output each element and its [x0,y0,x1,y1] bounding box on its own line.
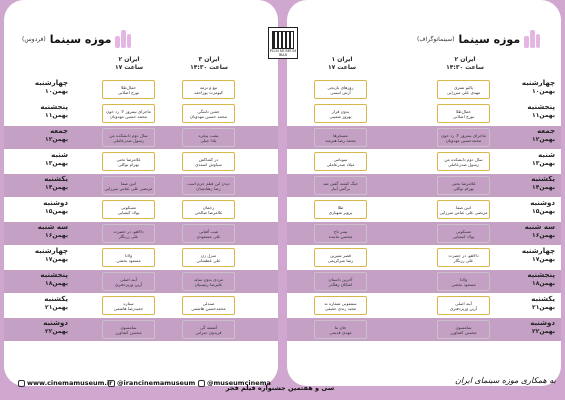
film-director: بهروز شعیبی [329,113,352,119]
film-title: دالاهو، در حضرت [113,228,144,234]
film-director: تورج اصلانی [452,113,475,119]
date: ۱۶بهمن [45,232,68,239]
film-title: جشن دلتنگی [197,108,220,114]
film-director: محسن کشاورز [115,329,142,335]
film-director: علیرضا رئیسیان [194,281,223,287]
left-col1-name: ایران ۳ [198,56,220,63]
date: ۱۵بهمن [532,208,555,215]
weekday: پنجشنبه [40,103,68,111]
date: ۱۲بهمن [532,136,555,143]
film-title: مردی بدون سایه [193,276,223,282]
film-title: مسخرها [333,132,348,138]
schedule-row [287,174,561,197]
film-cell[interactable] [102,296,155,315]
film-director: رسول صدرعاملی [448,161,479,167]
date: ۲۲بهمن [45,328,68,335]
date: ۱۷بهمن [45,256,68,263]
signature: به همکاری موزه سینمای ایران [455,376,556,385]
left-col2-time: ساعت ۱۷ [114,64,144,71]
film-director: غلامرضا صالحی [194,209,223,215]
film-cell[interactable] [182,80,235,99]
film-cell[interactable] [102,152,155,171]
film-title: سونامی [333,156,348,162]
film-cell[interactable] [437,272,490,291]
film-title: منزل زن [200,252,217,258]
right-brand-title: موزه سینما [458,32,521,46]
social2-text: @museumcinema [207,379,271,387]
weekday: سه شنبه [37,223,68,231]
day-label [10,271,68,288]
film-director: اشکان رهگذر [328,281,353,287]
social1-text: @irancinemamuseum [117,379,196,387]
film-director: مرتضی علی عباس میرزایی [104,185,153,191]
date: ۲۱بهمن [532,304,555,311]
film-title: حمال‌طلا [455,108,472,114]
film-director: بهرام توکلی [118,161,139,167]
film-director: مهدی علی میرزایی [446,89,481,95]
weekday: دوشنبه [43,199,68,207]
film-director: پرویز شهبازی [328,209,353,215]
date: ۱۳بهمن [532,160,555,167]
film-title: رحمان [202,204,215,210]
film-cell[interactable] [182,296,235,315]
film-title: در کشاکش [198,156,219,162]
date: ۱۲بهمن [45,136,68,143]
day-label [10,127,68,144]
film-director: آرش انیسی [330,89,351,95]
weekday: پنجشنبه [527,271,555,279]
left-col2-name: ایران ۲ [118,56,140,63]
film-director: کیومرث پوراحمد [194,89,223,95]
film-director: محسن تنابنده [328,233,353,239]
day-label [10,295,68,312]
left-brand-sub: (فردوس) [22,35,46,43]
film-director: رضا میرکریمی [327,257,354,263]
right-col2-name: ایران ۱ [331,56,353,63]
instagram-icon [108,380,115,387]
film-director: رسول صدرعاملی [113,137,144,143]
instagram-link[interactable] [108,379,195,387]
emblem-line1: FILM MUSEUM [269,49,297,53]
day-label [10,223,68,240]
day-label [10,175,68,192]
weekday: چهارشنبه [521,79,555,87]
right-header [287,0,561,80]
schedule-row [4,174,278,197]
film-title: ولادا [124,252,133,258]
weekday: یکشنبه [531,295,555,303]
museum-logo-icon [115,30,131,48]
film-cell[interactable] [182,176,235,195]
day-label [10,103,68,120]
film-cell[interactable] [437,224,490,243]
weekday: چهارشنبه [34,79,68,87]
film-title: قصر شیرین [330,252,351,258]
schedule-row [287,198,561,221]
film-cell[interactable] [437,176,490,195]
film-title: سال دوم دانشکده من [444,156,483,162]
film-title: آشفته گی [199,324,218,330]
schedule-row [287,126,561,149]
schedule-left-page [4,0,278,386]
film-cell[interactable] [102,176,155,195]
film-cell[interactable] [102,128,155,147]
film-director: مجید زندی حقیقی [324,305,357,311]
film-cell[interactable] [314,200,367,219]
schedule-row [287,150,561,173]
film-director: مسعود بخشی [451,281,476,287]
film-title: آخرین داستان [328,276,353,282]
date: ۱۳بهمن [45,160,68,167]
right-col2-header [307,56,377,72]
film-cell[interactable] [102,272,155,291]
film-cell[interactable] [314,128,367,147]
day-label [497,223,555,240]
film-director: محمد رضا هنرمند [325,137,356,143]
schedule-row [4,222,278,245]
schedule-row [4,150,278,173]
website-text: www.cinemamuseum.ir [27,379,113,387]
day-label [497,103,555,120]
schedule-row [287,222,561,245]
film-title: سمفونی شماره نه [324,300,357,306]
film-director: علی مسعودی [196,233,221,239]
weekday: پنجشنبه [527,103,555,111]
film-director: یلدا جبلی [200,137,217,143]
film-title: شب آفتابی [198,228,219,234]
schedule-row [4,102,278,125]
film-cell[interactable] [182,152,235,171]
film-title: پسر تاج [333,228,348,234]
weekday: چهارشنبه [34,247,68,255]
film-director: محسن کشاورز [450,329,477,335]
film-title: غلامرضا تختی [116,156,141,162]
film-title: دالاهو، در حضرت [448,252,479,258]
weekday: دوشنبه [530,319,555,327]
film-director: تورج اصلانی [117,89,140,95]
day-label [497,295,555,312]
film-cell[interactable] [182,128,235,147]
film-director: محمدحسین هاشمی [191,305,226,311]
date: ۱۸بهمن [45,280,68,287]
film-director: میلاد صدرعاملی [326,161,355,167]
schedule-row [4,198,278,221]
film-director: پولاد کیمیایی [452,233,475,239]
web-icon [18,380,25,387]
film-director: علی زرنگار [118,233,139,239]
schedule-row [4,318,278,341]
film-title: سال دوم دانشکده من [109,132,148,138]
film-director: محمد حسین مهدویان [190,113,227,119]
film-director: فریدون جیرانی [195,329,222,335]
film-cell[interactable] [102,80,155,99]
film-cell[interactable] [102,200,155,219]
date: ۲۲بهمن [532,328,555,335]
film-title: مسکوتی [455,228,472,234]
film-cell[interactable] [182,248,235,267]
weekday: چهارشنبه [521,247,555,255]
date: ۱۴بهمن [532,184,555,191]
schedule-right-page [287,0,561,386]
day-label [10,319,68,336]
film-director: مسعود بخشی [116,257,141,263]
film-cell[interactable] [314,296,367,315]
film-director: بهرام توکلی [453,185,474,191]
film-title: صندلی [202,300,215,306]
film-director: محمد حسین مهدویان [110,113,147,119]
emblem-line2: IRAN [278,53,288,57]
film-director: علی عطشانی [196,257,221,263]
day-label [497,79,555,96]
weekday: پنجشنبه [40,271,68,279]
right-col1-time: ساعت ۱۴:۳۰ [446,64,484,71]
schedule-row [287,102,561,125]
film-title: طلا [337,204,344,210]
schedule-row [4,78,278,101]
date: ۱۵بهمن [45,208,68,215]
film-cell[interactable] [182,320,235,339]
film-cell[interactable] [437,104,490,123]
film-director: پولاد کیمیایی [117,209,140,215]
film-title: آینه اصلی [120,276,137,282]
left-col2-header [94,56,164,72]
day-label [10,199,68,216]
schedule-row [287,246,561,269]
film-cell[interactable] [314,272,367,291]
date: ۱۸بهمن [532,280,555,287]
museum-logo-icon [524,30,540,48]
day-label [10,151,68,168]
film-cell[interactable] [314,320,367,339]
film-director: برگس آبیار [330,185,351,191]
day-label [497,175,555,192]
film-title: حمال‌طلا [120,84,137,90]
day-label [497,127,555,144]
right-brand [417,30,540,48]
film-director: مهدی قدیمی [329,329,352,335]
date: ۱۰بهمن [45,88,68,95]
film-title: دیدن این فیلم جرم است [187,180,230,186]
right-col1-name: ایران ۲ [454,56,476,63]
film-director: حمیدرضا هاشمی [113,305,144,311]
film-director: آرین وزیردفتری [449,305,478,311]
right-col1-header [430,56,500,72]
day-label [497,271,555,288]
film-director: علی زرنگار [453,257,474,263]
film-title: پالتو شتری [454,84,473,90]
film-title: بدون قرار [331,108,350,114]
schedule-row [4,270,278,293]
film-title: مسکوتی [120,204,137,210]
day-label [497,151,555,168]
day-label [497,319,555,336]
film-title: تیغ و ترمه [199,84,218,90]
film-title: غلامرضا تختی [451,180,476,186]
film-title: جنگ کشته گفتن شد [322,180,359,186]
weekday: شنبه [538,151,555,159]
date: ۲۱بهمن [45,304,68,311]
weekday: شنبه [51,151,68,159]
film-director: رضا زهتابچیان [196,185,221,191]
film-cell[interactable] [182,200,235,219]
film-cell[interactable] [314,104,367,123]
left-brand [22,30,131,48]
film-cell[interactable] [437,296,490,315]
film-cell[interactable] [182,104,235,123]
date: ۱۶بهمن [532,232,555,239]
day-label [10,247,68,264]
schedule-row [4,294,278,317]
film-title: روزهای نارنجی [327,84,354,90]
weekday: جمعه [50,127,68,135]
day-label [10,79,68,96]
film-cell[interactable] [437,320,490,339]
film-cell[interactable] [437,80,490,99]
film-cell[interactable] [102,224,155,243]
film-cell[interactable] [102,320,155,339]
film-cell[interactable] [437,128,490,147]
film-title: اتین صفا [120,180,137,186]
film-title: ستاره [123,300,134,306]
film-director: سیاوش اسعدی [195,161,222,167]
left-col1-header [174,56,244,72]
left-header [4,0,278,80]
film-director: محمدحسین مهدویان [445,137,482,143]
film-cell[interactable] [314,80,367,99]
film-cell[interactable] [102,104,155,123]
weekday: دوشنبه [43,319,68,327]
film-cell[interactable] [102,248,155,267]
film-title: سامسون [120,324,137,330]
weekday: جمعه [537,127,555,135]
film-cell[interactable] [314,224,367,243]
film-title: آینه اصلی [455,300,472,306]
film-director: آرین وزیردفتری [114,281,143,287]
film-director: مرتضی علی عباس میرزایی [439,209,488,215]
film-title: ماجرای نیمروز ۲: رد خون [441,132,486,138]
film-title: اتین صفا [455,204,472,210]
day-label [497,199,555,216]
film-title: ماجرای نیمروز ۲: رد خون [106,108,151,114]
schedule-row [287,78,561,101]
date: ۱۴بهمن [45,184,68,191]
left-brand-title: موزه سینما [49,32,112,46]
film-title: ولادا [459,276,468,282]
date: ۱۱بهمن [45,112,68,119]
schedule-row [4,126,278,149]
schedule-row [287,270,561,293]
film-title: سامسون [455,324,472,330]
date: ۱۷بهمن [532,256,555,263]
film-cell[interactable] [182,224,235,243]
right-brand-sub: (سینماتوگراف) [417,35,455,43]
right-col2-time: ساعت ۱۷ [327,64,357,71]
film-museum-emblem-icon [268,27,298,59]
film-cell[interactable] [437,248,490,267]
schedule-row [287,318,561,341]
film-cell[interactable] [182,272,235,291]
date: ۱۰بهمن [532,88,555,95]
film-title: جان ما [334,324,347,330]
website-link[interactable] [18,379,112,387]
film-cell[interactable] [314,176,367,195]
film-cell[interactable] [437,200,490,219]
date: ۱۱بهمن [532,112,555,119]
weekday: سه شنبه [524,223,555,231]
weekday: یکشنبه [44,175,68,183]
festival-caption: سی و هفتمین جشنواره فیلم فجر [225,384,335,392]
schedule-row [287,294,561,317]
film-cell[interactable] [437,152,490,171]
day-label [497,247,555,264]
film-title: پشت پنجره [198,132,219,138]
weekday: یکشنبه [531,175,555,183]
film-cell[interactable] [314,152,367,171]
weekday: دوشنبه [530,199,555,207]
weekday: یکشنبه [44,295,68,303]
left-col1-time: ساعت ۱۴:۳۰ [190,64,228,71]
schedule-row [4,246,278,269]
film-cell[interactable] [314,248,367,267]
